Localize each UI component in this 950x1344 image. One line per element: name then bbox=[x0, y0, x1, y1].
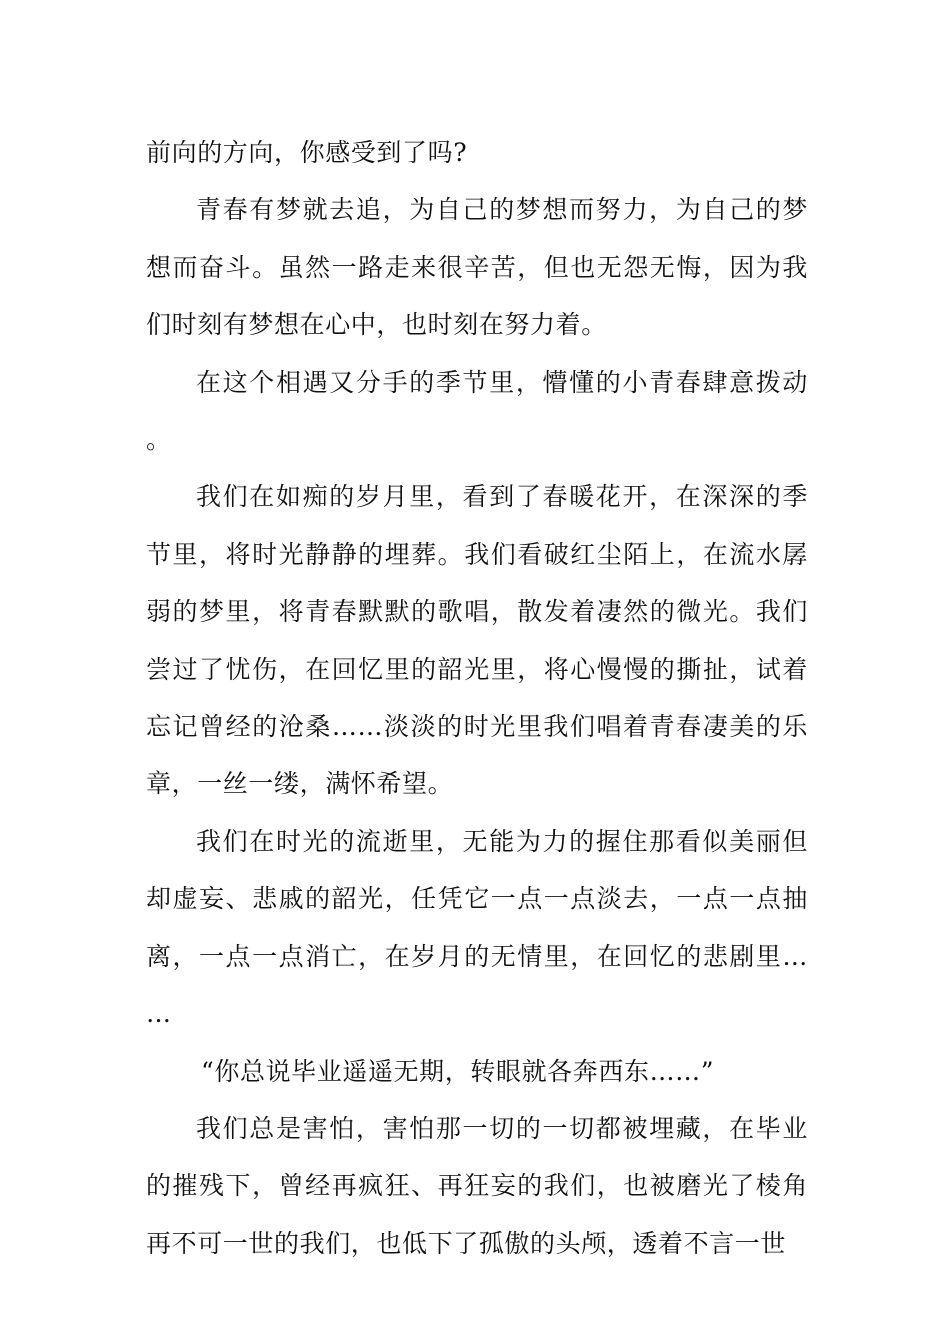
paragraph-dream: 青春有梦就去追，为自己的梦想而努力，为自己的梦想而奋斗。虽然一路走来很辛苦，但也无怨无悔，因为我们时刻有梦想在心中，也时刻在努力着。 bbox=[146, 195, 808, 340]
paragraph-quote: “你总说毕业遥遥无期，转眼就各奔西东……” bbox=[201, 1056, 715, 1086]
paragraph-season: 在这个相遇又分手的季节里，懵懂的小青春肆意拨动。 bbox=[146, 367, 808, 455]
paragraph-years: 我们在如痴的岁月里，看到了春暖花开，在深深的季节里，将时光静静的埋葬。我们看破红尘陌上，在流水孱弱的梦里，将青春默默的歌唱，散发着凄然的微光。我们尝过了忧伤，在回忆里的韶光里，将心慢慢的撕扯，试着忘记曾经的沧桑……淡淡的时光里我们唱着青春凄美的乐章，一丝一缕，满怀希望。 bbox=[146, 482, 808, 799]
paragraph-time: 我们在时光的流逝里，无能为力的握住那看似美丽但却虚妄、悲戚的韶光，任凭它一点一点淡去，一点一点抽离，一点一点消亡，在岁月的无情里，在回忆的悲剧里…… bbox=[146, 826, 808, 1029]
paragraph-graduation: 我们总是害怕，害怕那一切的一切都被埋藏，在毕业的摧残下，曾经再疯狂、再狂妄的我们，也被磨光了棱角再不可一世的我们，也低下了孤傲的头颅，透着不言一世 bbox=[146, 1113, 808, 1258]
paragraph-continued: 前向的方向，你感受到了吗? bbox=[146, 138, 468, 167]
document-body bbox=[146, 124, 808, 1272]
